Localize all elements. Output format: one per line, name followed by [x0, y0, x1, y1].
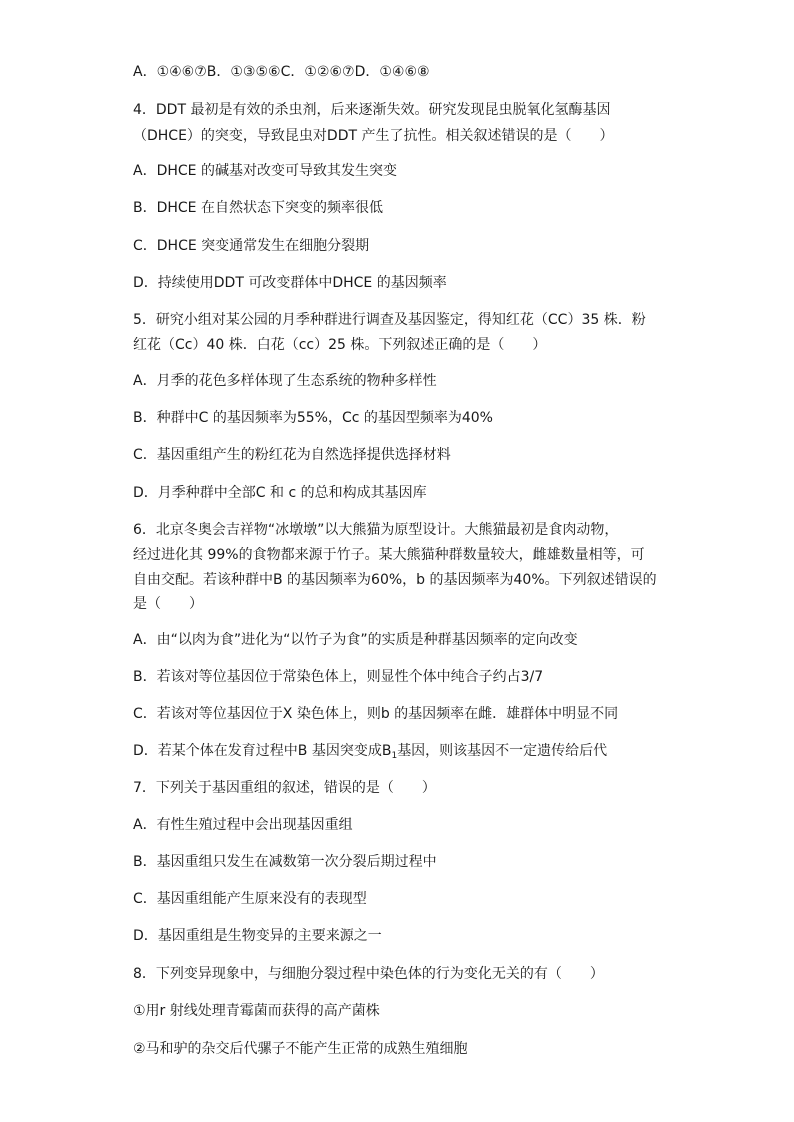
q5-option-d: D．月季种群中全部C 和 c 的总和构成其基因库: [133, 485, 427, 501]
q5-option-c: C．基因重组产生的粉红花为自然选择提供选择材料: [133, 447, 451, 463]
q3-options: A．①④⑥⑦B．①③⑤⑥C．①②⑥⑦D．①④⑥⑧: [133, 64, 430, 80]
q4-stem-line1: 4．DDT 最初是有效的杀虫剂，后来逐渐失效。研究发现昆虫脱氧化氢酶基因: [133, 102, 611, 118]
q6-stem-line2: 经过进化其 99%的食物都来源于竹子。某大熊猫种群数量较大，雌雄数量相等，可: [133, 547, 645, 563]
q7-stem: 7．下列关于基因重组的叙述，错误的是（ ）: [133, 780, 436, 796]
q5-stem-line1: 5．研究小组对某公园的月季种群进行调查及基因鉴定，得知红花（CC）35 株．粉: [133, 312, 646, 328]
q8-stem: 8．下列变异现象中，与细胞分裂过程中染色体的行为变化无关的有（ ）: [133, 966, 604, 982]
q7-option-d: D．基因重组是生物变异的主要来源之一: [133, 928, 382, 944]
q6-option-d-text-after: 基因，则该基因不一定遗传给后代: [397, 743, 608, 759]
q5-stem-line2: 红花（Cc）40 株．白花（cc）25 株。下列叙述正确的是（ ）: [133, 337, 547, 353]
q6-stem-line3: 自由交配。若该种群中B 的基因频率为60%，b 的基因频率为40%。下列叙述错误的: [133, 572, 657, 588]
q4-option-b: B．DHCE 在自然状态下突变的频率很低: [133, 200, 383, 216]
q7-option-b: B．基因重组只发生在减数第一次分裂后期过程中: [133, 854, 437, 870]
q6-option-d-text-before: D．若某个体在发育过程中B 基因突变成B: [133, 743, 392, 759]
q6-option-a: A．由“以肉为食”进化为“以竹子为食”的实质是种群基因频率的定向改变: [133, 632, 578, 648]
q4-stem-line2: （DHCE）的突变，导致昆虫对DDT 产生了抗性。相关叙述错误的是（ ）: [133, 128, 614, 144]
q6-stem-line4: 是（ ）: [133, 596, 203, 612]
q8-item-2: ②马和驴的杂交后代骡子不能产生正常的成熟生殖细胞: [133, 1041, 468, 1057]
q7-option-a: A．有性生殖过程中会出现基因重组: [133, 817, 353, 833]
q8-item-1: ①用r 射线处理青霉菌而获得的高产菌株: [133, 1003, 380, 1019]
q6-option-c: C．若该对等位基因位于X 染色体上，则b 的基因频率在雌．雄群体中明显不同: [133, 706, 619, 722]
q6-option-d-subscript: 1: [391, 751, 398, 761]
q4-option-a: A．DHCE 的碱基对改变可导致其发生突变: [133, 163, 397, 179]
q6-stem-line1: 6．北京冬奥会吉祥物“冰墩墩”以大熊猫为原型设计。大熊猫最初是食肉动物，: [133, 522, 619, 538]
q4-option-c: C．DHCE 突变通常发生在细胞分裂期: [133, 238, 370, 254]
q4-option-d: D．持续使用DDT 可改变群体中DHCE 的基因频率: [133, 275, 447, 291]
q6-option-b: B．若该对等位基因位于常染色体上，则显性个体中纯合子约占3/7: [133, 669, 544, 685]
q6-option-d: [133, 741, 674, 761]
q7-option-c: C．基因重组能产生原来没有的表现型: [133, 891, 367, 907]
q5-option-b: B．种群中C 的基因频率为55%，Cc 的基因型频率为40%: [133, 410, 493, 426]
q5-option-a: A．月季的花色多样体现了生态系统的物种多样性: [133, 373, 437, 389]
